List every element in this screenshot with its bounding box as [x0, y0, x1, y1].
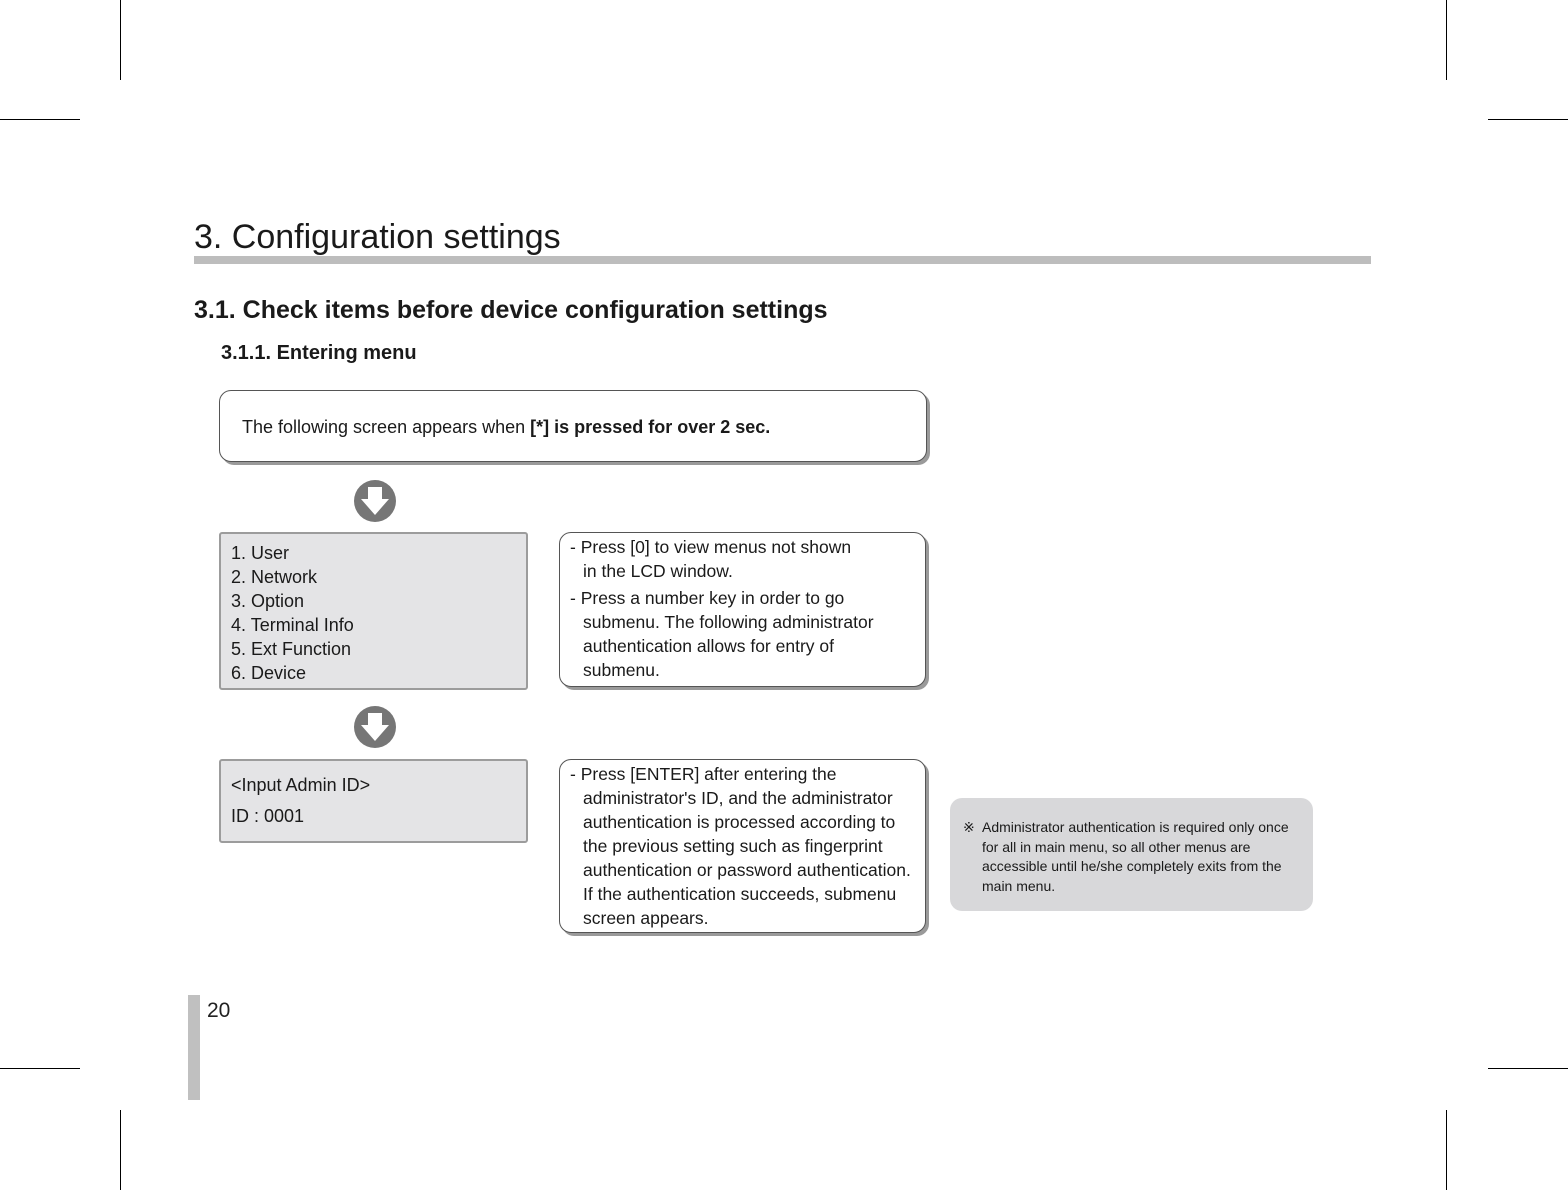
intro-text-plain: The following screen appears when: [242, 417, 531, 437]
menu-list: [221, 534, 526, 685]
remark-text: [982, 818, 1289, 896]
note-line: screen appears.: [583, 908, 709, 928]
remark-line: accessible until he/she completely exits from the: [982, 858, 1282, 874]
menu-note-box: [559, 532, 926, 687]
admin-id-prompt: <Input Admin ID>: [231, 775, 371, 795]
menu-note-item: [570, 535, 852, 583]
chapter-underline: [194, 256, 1371, 264]
down-arrow-circle-icon: [354, 480, 396, 522]
note-line: If the authentication succeeds, submenu: [583, 884, 897, 904]
reference-mark-icon: ※: [963, 819, 975, 835]
page-number: 20: [207, 999, 231, 1022]
crop-mark: [120, 0, 121, 80]
menu-item-device: 6. Device: [231, 663, 307, 683]
crop-mark: [1488, 119, 1568, 120]
intro-box: [219, 390, 927, 462]
crop-mark: [0, 119, 80, 120]
note-line: - Press a number key in order to go: [570, 588, 845, 608]
note-line: submenu. The following administrator: [583, 612, 874, 632]
menu-item-user: 1. User: [231, 543, 290, 563]
crop-mark: [1446, 0, 1447, 80]
remark-box: [950, 798, 1313, 911]
crop-mark: [1488, 1068, 1568, 1069]
page-margin-bar: [188, 995, 200, 1100]
down-arrow-circle-icon: [354, 706, 396, 748]
note-line: - Press [0] to view menus not shown: [570, 537, 852, 557]
crop-mark: [0, 1068, 80, 1069]
admin-note-box: [559, 759, 926, 933]
remark-line: Administrator authentication is required only once: [982, 819, 1289, 835]
menu-item-option: 3. Option: [231, 591, 305, 611]
lcd-admin-screen: [219, 759, 528, 843]
note-line: the previous setting such as fingerprint: [583, 836, 883, 856]
crop-mark: [1446, 1110, 1447, 1190]
menu-item-network: 2. Network: [231, 567, 318, 587]
remark-line: for all in main menu, so all other menus are: [982, 838, 1251, 855]
menu-note-item: [570, 586, 874, 682]
crop-mark: [120, 1110, 121, 1190]
note-line: authentication or password authentication.: [583, 860, 911, 880]
note-line: authentication is processed according to: [583, 812, 896, 832]
subsection-title: 3.1.1. Entering menu: [221, 342, 417, 364]
note-line: authentication allows for entry of: [583, 636, 834, 656]
chapter-title: 3. Configuration settings: [194, 218, 561, 256]
remark-line: main menu.: [982, 877, 1056, 894]
intro-text-bold: [*] is pressed for over 2 sec.: [530, 417, 771, 437]
lcd-menu-screen: [219, 532, 528, 690]
menu-item-terminal-info: 4. Terminal Info: [231, 615, 354, 635]
admin-id-value: ID : 0001: [231, 806, 305, 826]
note-line: in the LCD window.: [583, 561, 733, 581]
note-line: - Press [ENTER] after entering the: [570, 764, 837, 784]
note-line: submenu.: [583, 660, 660, 680]
note-line: administrator's ID, and the administrator: [583, 788, 893, 808]
menu-item-ext-function: 5. Ext Function: [231, 639, 352, 659]
section-title: 3.1. Check items before device configuration settings: [194, 296, 828, 324]
intro-text: [242, 417, 770, 438]
admin-note-item: [570, 762, 911, 930]
